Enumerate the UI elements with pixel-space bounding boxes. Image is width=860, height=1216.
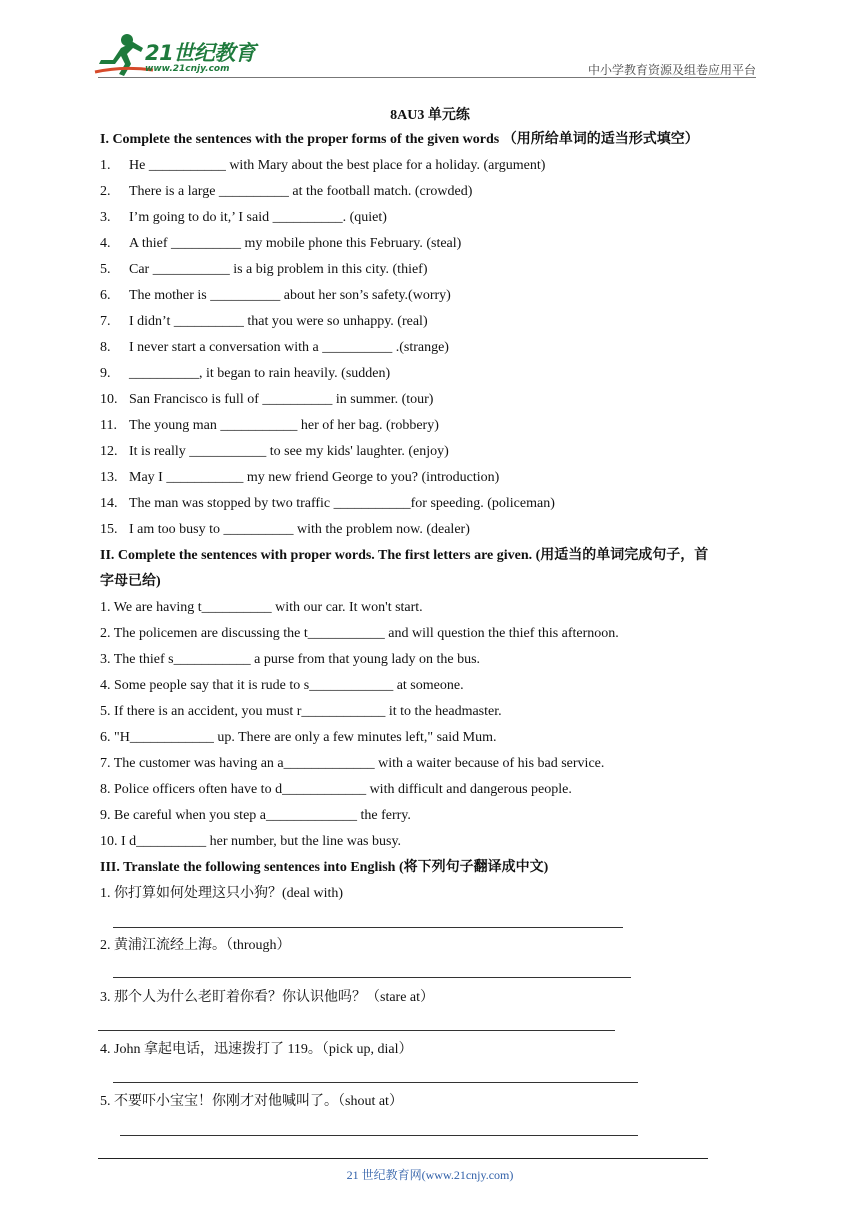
question-item: 4. Some people say that it is rude to s____________ at someone. <box>100 678 464 693</box>
question-number: 1. <box>100 158 111 173</box>
question-item <box>100 495 555 513</box>
question-text: The man was stopped by two traffic ___________for speeding. (policeman) <box>129 496 555 511</box>
question-text: The young man ___________ her of her bag. (robbery) <box>129 418 439 433</box>
question-number: 12. <box>100 444 118 459</box>
translation-prompt: 5. 不要吓小宝宝！你刚才对他喊叫了。（shout at） <box>100 1094 403 1109</box>
answer-line <box>113 927 623 928</box>
answer-line <box>98 1030 615 1031</box>
question-item <box>100 287 451 305</box>
question-number: 10. <box>100 392 118 407</box>
question-text: Car ___________ is a big problem in this city. (thief) <box>129 262 428 277</box>
question-item: 1. We are having t__________ with our car. It won't start. <box>100 600 423 615</box>
question-item <box>100 183 472 201</box>
question-number: 11. <box>100 418 117 433</box>
footer-text: 21 世纪教育网(www.21cnjy.com) <box>346 1168 514 1182</box>
question-item <box>100 521 470 539</box>
question-number: 3. <box>100 210 111 225</box>
section1-heading: I. Complete the sentences with the proper forms of the given words （用所给单词的适当形式填空） <box>100 132 699 147</box>
question-item <box>100 391 433 409</box>
question-number: 5. <box>100 262 111 277</box>
question-item <box>100 339 449 357</box>
translation-prompt: 3. 那个人为什么老盯着你看？你认识他吗？（stare at） <box>100 990 435 1005</box>
question-number: 8. <box>100 340 111 355</box>
question-text: I never start a conversation with a __________ .(strange) <box>129 340 449 355</box>
question-item <box>100 365 390 383</box>
question-number: 4. <box>100 236 111 251</box>
question-text: I’m going to do it,’ I said __________. (quiet) <box>129 210 387 225</box>
question-item: 9. Be careful when you step a_____________ the ferry. <box>100 808 411 823</box>
logo-url: www.21cnjy.com <box>145 64 230 74</box>
question-number: 15. <box>100 522 118 537</box>
question-item: 6. "H____________ up. There are only a few minutes left," said Mum. <box>100 730 497 745</box>
answer-line <box>113 1082 638 1083</box>
question-text: There is a large __________ at the football match. (crowded) <box>129 184 473 199</box>
question-item: 5. If there is an accident, you must r____________ it to the headmaster. <box>100 704 502 719</box>
question-item: 10. I d__________ her number, but the line was busy. <box>100 834 402 849</box>
question-number: 7. <box>100 314 111 329</box>
question-number: 14. <box>100 496 118 511</box>
question-item <box>100 417 439 435</box>
question-item <box>100 209 387 227</box>
section3-heading: III. Translate the following sentences into English (将下列句子翻译成中文) <box>100 860 549 875</box>
translation-prompt: 2. 黄浦江流经上海。（through） <box>100 938 291 953</box>
header-tagline: 中小学教育资源及组卷应用平台 <box>587 63 756 77</box>
question-item <box>100 313 428 331</box>
header-divider <box>98 77 756 78</box>
question-number: 9. <box>100 366 111 381</box>
answer-line <box>113 977 631 978</box>
question-text: The mother is __________ about her son’s safety.(worry) <box>129 288 451 303</box>
logo-text: 21世纪教育 <box>145 41 256 65</box>
question-item: 3. The thief s___________ a purse from that young lady on the bus. <box>100 652 481 667</box>
question-text: I didn’t __________ that you were so unhappy. (real) <box>129 314 428 329</box>
question-item <box>100 235 461 253</box>
question-item <box>100 469 499 487</box>
question-item: 7. The customer was having an a_____________ with a waiter because of his bad service. <box>100 756 605 771</box>
question-text: I am too busy to __________ with the problem now. (dealer) <box>129 522 470 537</box>
translation-prompt: 4. John 拿起电话，迅速拨打了 119。（pick up, dial） <box>100 1042 413 1057</box>
question-item <box>100 157 545 175</box>
question-number: 2. <box>100 184 111 199</box>
question-item: 2. The policemen are discussing the t___________ and will question the thief this afternoon. <box>100 626 619 641</box>
question-text: __________, it began to rain heavily. (sudden) <box>129 366 391 381</box>
page-header <box>0 0 860 90</box>
answer-line <box>120 1135 638 1136</box>
question-text: He ___________ with Mary about the best place for a holiday. (argument) <box>129 158 546 173</box>
page-title: 8AU3 单元练 <box>390 108 470 123</box>
question-number: 13. <box>100 470 118 485</box>
translation-prompt: 1. 你打算如何处理这只小狗？(deal with) <box>100 886 344 901</box>
question-text: May I ___________ my new friend George to you? (introduction) <box>129 470 500 485</box>
question-number: 6. <box>100 288 111 303</box>
question-text: San Francisco is full of __________ in summer. (tour) <box>129 392 434 407</box>
footer-divider <box>98 1158 708 1159</box>
question-text: It is really ___________ to see my kids' laughter. (enjoy) <box>129 444 449 459</box>
question-item <box>100 443 449 461</box>
question-item: 8. Police officers often have to d____________ with difficult and dangerous people. <box>100 782 572 797</box>
section2-heading-line2: 字母已给) <box>100 574 161 589</box>
question-item <box>100 261 428 279</box>
question-text: A thief __________ my mobile phone this February. (steal) <box>129 236 462 251</box>
section2-heading-line1: II. Complete the sentences with proper words. The first letters are given. (用适当的单词完成句子，首 <box>100 548 709 563</box>
